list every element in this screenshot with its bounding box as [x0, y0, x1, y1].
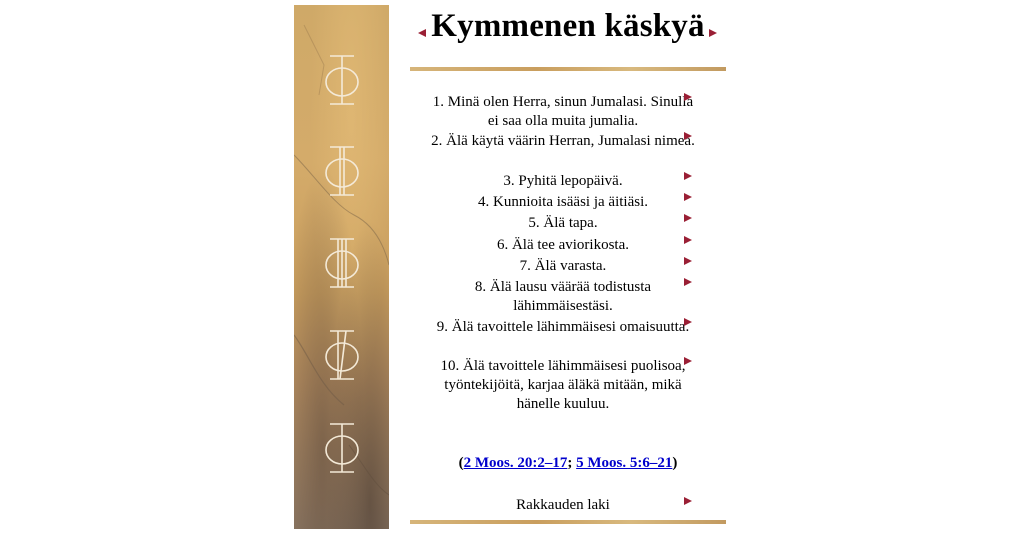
commandment-3-arrow-icon[interactable]	[684, 172, 692, 180]
commandment-3: 3. Pyhitä lepopäivä.	[503, 173, 623, 189]
commandment-6: 6. Älä tee aviorikosta.	[496, 237, 630, 253]
commandment-5-arrow-icon[interactable]	[684, 214, 692, 222]
commandment-9-arrow-icon[interactable]	[684, 318, 692, 326]
ref-separator: ;	[567, 455, 577, 471]
reference-link-deuteronomy[interactable]: 5 Moos. 5:6–21	[576, 455, 673, 471]
footer-next-arrow-icon[interactable]	[684, 497, 692, 505]
commandment-glyph-icon	[320, 235, 364, 289]
commandment-10-arrow-icon[interactable]	[684, 357, 692, 365]
commandment-6-arrow-icon[interactable]	[684, 236, 692, 244]
reference-link-exodus[interactable]: 2 Moos. 20:2–17	[463, 455, 568, 471]
bottom-divider	[410, 520, 726, 524]
commandment-4: 4. Kunnioita isääsi ja äitiäsi.	[478, 194, 648, 210]
commandment-7-arrow-icon[interactable]	[684, 257, 692, 265]
title-row	[410, 6, 726, 50]
footer-nav-link[interactable]: Rakkauden laki	[516, 497, 610, 513]
ref-open-paren: (	[458, 455, 464, 471]
next-page-arrow-icon[interactable]	[709, 29, 717, 37]
page-title: Kymmenen käskyä	[431, 8, 705, 44]
commandment-glyph-icon	[320, 52, 364, 106]
commandment-8-arrow-icon[interactable]	[684, 278, 692, 286]
decorative-stone-strip	[294, 5, 389, 529]
commandment-2: 2. Älä käytä väärin Herran, Jumalasi nimeä.	[431, 133, 695, 149]
ref-close-paren: )	[672, 455, 678, 471]
commandment-4-arrow-icon[interactable]	[684, 193, 692, 201]
bible-references	[410, 455, 726, 472]
commandment-8: 8. Älä lausu väärää todistusta lähimmäisestäsi.	[474, 279, 652, 314]
commandment-1: 1. Minä olen Herra, sinun Jumalasi. Sinulla ei saa olla muita jumalia.	[432, 94, 694, 129]
commandment-10: 10. Älä tavoittele lähimmäisesi puolisoa, työntekijöitä, karjaa äläkä mitään, mikä hänelle kuuluu.	[440, 358, 686, 412]
commandment-9: 9. Älä tavoittele lähimmäisesi omaisuutta.	[436, 319, 690, 335]
top-divider	[410, 67, 726, 71]
commandment-glyph-icon	[320, 143, 364, 197]
commandment-2-arrow-icon[interactable]	[684, 132, 692, 140]
commandment-1-arrow-icon[interactable]	[684, 93, 692, 101]
commandment-5: 5. Älä tapa.	[528, 215, 598, 231]
commandment-glyph-icon	[320, 327, 364, 381]
commandment-glyph-icon	[320, 420, 364, 474]
commandment-7: 7. Älä varasta.	[519, 258, 607, 274]
